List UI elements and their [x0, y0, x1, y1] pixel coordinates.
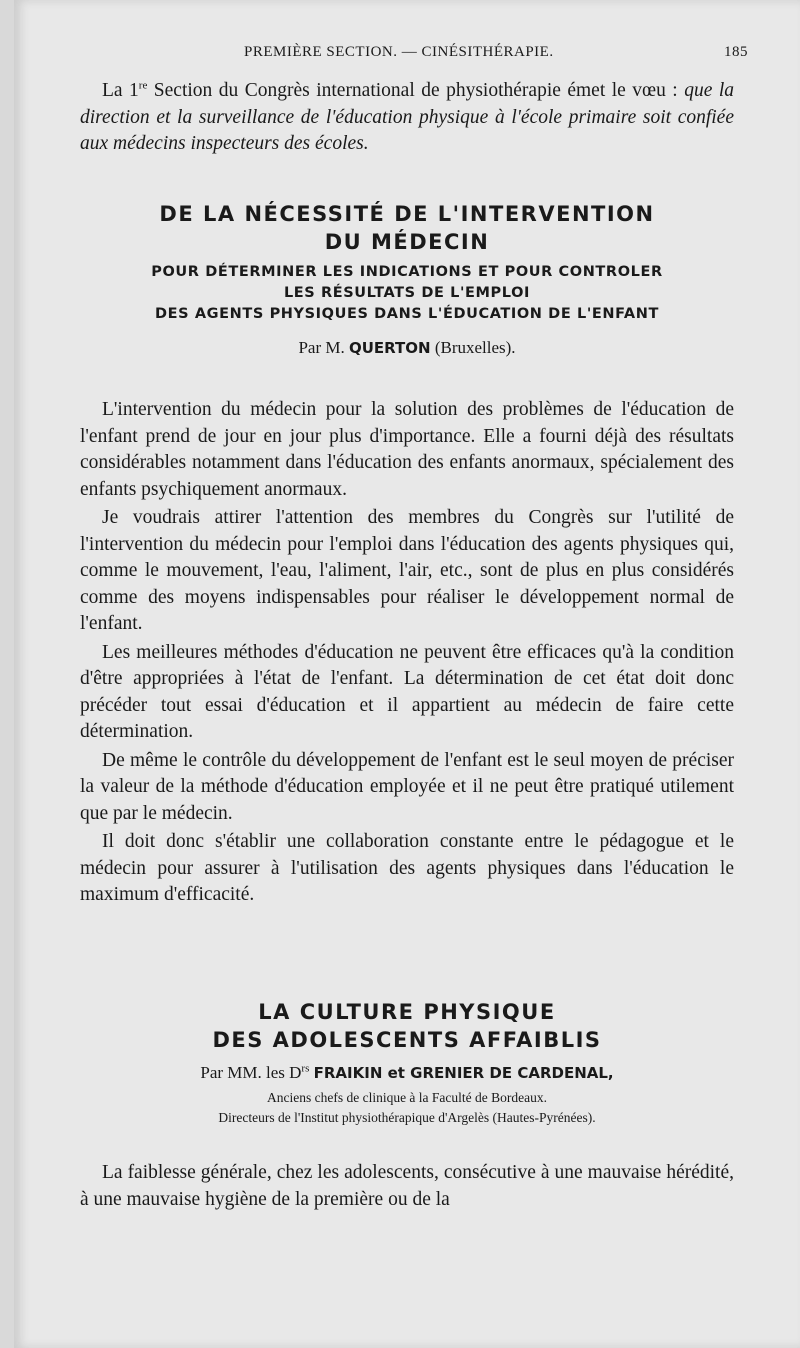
article1-body	[80, 397, 734, 909]
article2-heading	[80, 998, 734, 1128]
article1-paragraph: L'intervention du médecin pour la solution des problèmes de l'éducation de l'enfant prend de jour en jour plus d'importance. Elle a fourni déjà des résultats considérables notamment dans l'éducation des enfants anormaux, spécialement des enfants psychiquement anormaux.	[80, 399, 734, 500]
page-header	[74, 44, 748, 68]
article2-affiliation-line2: Directeurs de l'Institut physiothérapique d'Argelès (Hautes-Pyrénées).	[218, 1110, 596, 1125]
article1-title-line2: DU MÉDECIN	[324, 230, 490, 254]
running-title: PREMIÈRE SECTION. — CINÉSITHÉRAPIE.	[244, 44, 554, 60]
intro-prefix: La 1	[102, 80, 139, 101]
article1-paragraph: Les meilleures méthodes d'éducation ne peuvent être efficaces qu'à la condition d'être appropriées à l'état de l'enfant. La détermination de cet état doit donc précéder tout essai d'éducation et il appartient au médecin de faire cette détermination.	[80, 641, 734, 742]
article2-author	[80, 1062, 734, 1084]
article2-author-sup: rs	[301, 1062, 310, 1075]
article2-affiliation-line1: Anciens chefs de clinique à la Faculté de Bordeaux.	[266, 1090, 548, 1105]
article1-heading	[80, 200, 734, 359]
book-page	[14, 0, 800, 1348]
article1-paragraph: Je voudrais attirer l'attention des membres du Congrès sur l'utilité de l'intervention du médecin pour l'emploi dans l'éducation des agents physiques qui, comme le mouvement, l'eau, l'aliment, l'air, etc., sont de plus en plus considérés comme des moyens indispensables pour réaliser le développement normal de l'enfant.	[80, 507, 734, 634]
article1-author-suffix: (Bruxelles).	[430, 338, 516, 357]
article1-author	[80, 337, 734, 359]
article1-subtitle-line3: DES AGENTS PHYSIQUES DANS L'ÉDUCATION DE L'ENFANT	[155, 306, 659, 322]
intro-italic-text: que la direction et la surveillance de l'éducation physique à l'école primaire soit confiée aux médecins inspecteurs des écoles.	[80, 80, 734, 154]
article2-author-names: FRAIKIN et GRENIER DE CARDENAL,	[313, 1064, 614, 1082]
article1-subtitle-line2: LES RÉSULTATS DE L'EMPLOI	[283, 285, 531, 301]
article1-author-name: QUERTON	[348, 339, 431, 357]
article1-title-line1: DE LA NÉCESSITÉ DE L'INTERVENTION	[159, 202, 655, 226]
article2-title-line1: LA CULTURE PHYSIQUE	[258, 1000, 556, 1024]
article2-title-line2: DES ADOLESCENTS AFFAIBLIS	[212, 1028, 602, 1052]
article2-body	[80, 1160, 734, 1213]
article1-paragraph: De même le contrôle du développement de l'enfant est le seul moyen de préciser la valeur de la méthode d'éducation employée et il ne peut être pratiqué utilement que par le médecin.	[80, 749, 734, 824]
intro-paragraph	[80, 78, 734, 158]
article2-paragraph: La faiblesse générale, chez les adolescents, consécutive à une mauvaise hérédité, à une mauvaise hygiène de la première ou de la	[80, 1162, 734, 1210]
intro-text: Section du Congrès international de physiothérapie émet le vœu :	[147, 80, 685, 101]
article2-author-prefix: Par MM. les D	[200, 1063, 302, 1082]
article1-author-prefix: Par M.	[298, 338, 349, 357]
article1-subtitle-line1: POUR DÉTERMINER LES INDICATIONS ET POUR CONTROLER	[151, 264, 663, 280]
page-number: 185	[724, 44, 748, 60]
article1-paragraph: Il doit donc s'établir une collaboration constante entre le pédagogue et le médecin pour assurer à l'utilisation des agents physiques dans l'éducation le maximum d'efficacité.	[80, 831, 734, 905]
intro-prefix-sup: re	[138, 79, 148, 92]
